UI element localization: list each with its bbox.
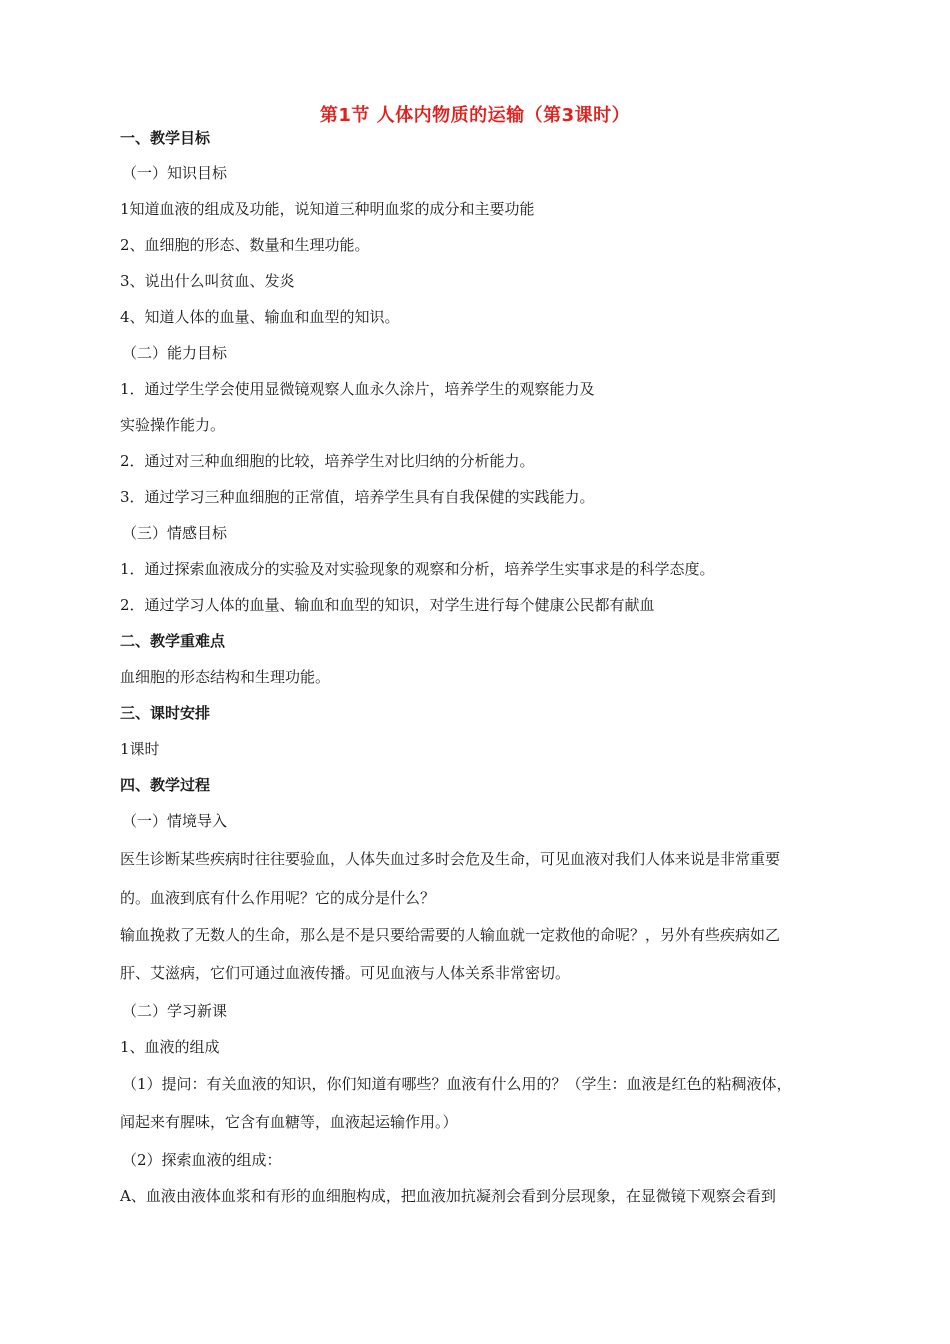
- subheading-knowledge: （一）知识目标: [122, 164, 228, 182]
- paragraph-line: （1）提问：有关血液的知识，你们知道有哪些？血液有什么用的？（学生：血液是红色的粘稠液体，: [122, 1075, 792, 1093]
- document-title: 第1节 人体内物质的运输（第3课时）: [319, 105, 631, 126]
- paragraph-line: 1．通过学生学会使用显微镜观察人血永久涂片，培养学生的观察能力及: [120, 380, 595, 398]
- paragraph-line: 2．通过对三种血细胞的比较，培养学生对比归纳的分析能力。: [120, 452, 535, 470]
- paragraph-line: 血细胞的形态结构和生理功能。: [120, 668, 331, 686]
- section-heading-schedule: 三、课时安排: [120, 704, 211, 722]
- paragraph-line: 输血挽救了无数人的生命，那么是不是只要给需要的人输血就一定救他的命呢？，另外有些疾病如乙: [120, 926, 781, 944]
- subheading-new-lesson: （二）学习新课: [122, 1002, 228, 1020]
- paragraph-line: 4、知道人体的血量、输血和血型的知识。: [120, 308, 400, 326]
- paragraph-line: 医生诊断某些疾病时往往要验血，人体失血过多时会危及生命，可见血液对我们人体来说是非常重要: [120, 850, 781, 868]
- subheading-ability: （二）能力目标: [122, 344, 228, 362]
- section-heading-objectives: 一、教学目标: [120, 129, 211, 147]
- paragraph-line: 2．通过学习人体的血量、输血和血型的知识，对学生进行每个健康公民都有献血: [120, 596, 655, 614]
- paragraph-line: 3、说出什么叫贫血、发炎: [120, 272, 295, 290]
- paragraph-line: 实验操作能力。: [120, 416, 226, 434]
- section-heading-key-points: 二、教学重难点: [120, 632, 226, 650]
- paragraph-line: 1知道血液的组成及功能，说知道三种明血浆的成分和主要功能: [120, 200, 535, 218]
- paragraph-line: 闻起来有腥味，它含有血糖等，血液起运输作用。）: [120, 1113, 458, 1131]
- paragraph-line: （2）探索血液的组成：: [122, 1151, 282, 1169]
- section-heading-process: 四、教学过程: [120, 776, 211, 794]
- paragraph-line: 的。血液到底有什么作用呢？它的成分是什么？: [120, 889, 436, 907]
- paragraph-line: 1课时: [120, 740, 160, 758]
- subheading-intro: （一）情境导入: [122, 812, 228, 830]
- paragraph-line: A、血液由液体血浆和有形的血细胞构成，把血液加抗凝剂会看到分层现象，在显微镜下观察会看到: [120, 1187, 776, 1205]
- paragraph-line: 肝、艾滋病，它们可通过血液传播。可见血液与人体关系非常密切。: [120, 964, 571, 982]
- paragraph-line: 1．通过探索血液成分的实验及对实验现象的观察和分析，培养学生实事求是的科学态度。: [120, 560, 715, 578]
- paragraph-line: 1、血液的组成: [120, 1038, 220, 1056]
- subheading-emotion: （三）情感目标: [122, 524, 228, 542]
- paragraph-line: 3．通过学习三种血细胞的正常值，培养学生具有自我保健的实践能力。: [120, 488, 595, 506]
- paragraph-line: 2、血细胞的形态、数量和生理功能。: [120, 236, 370, 254]
